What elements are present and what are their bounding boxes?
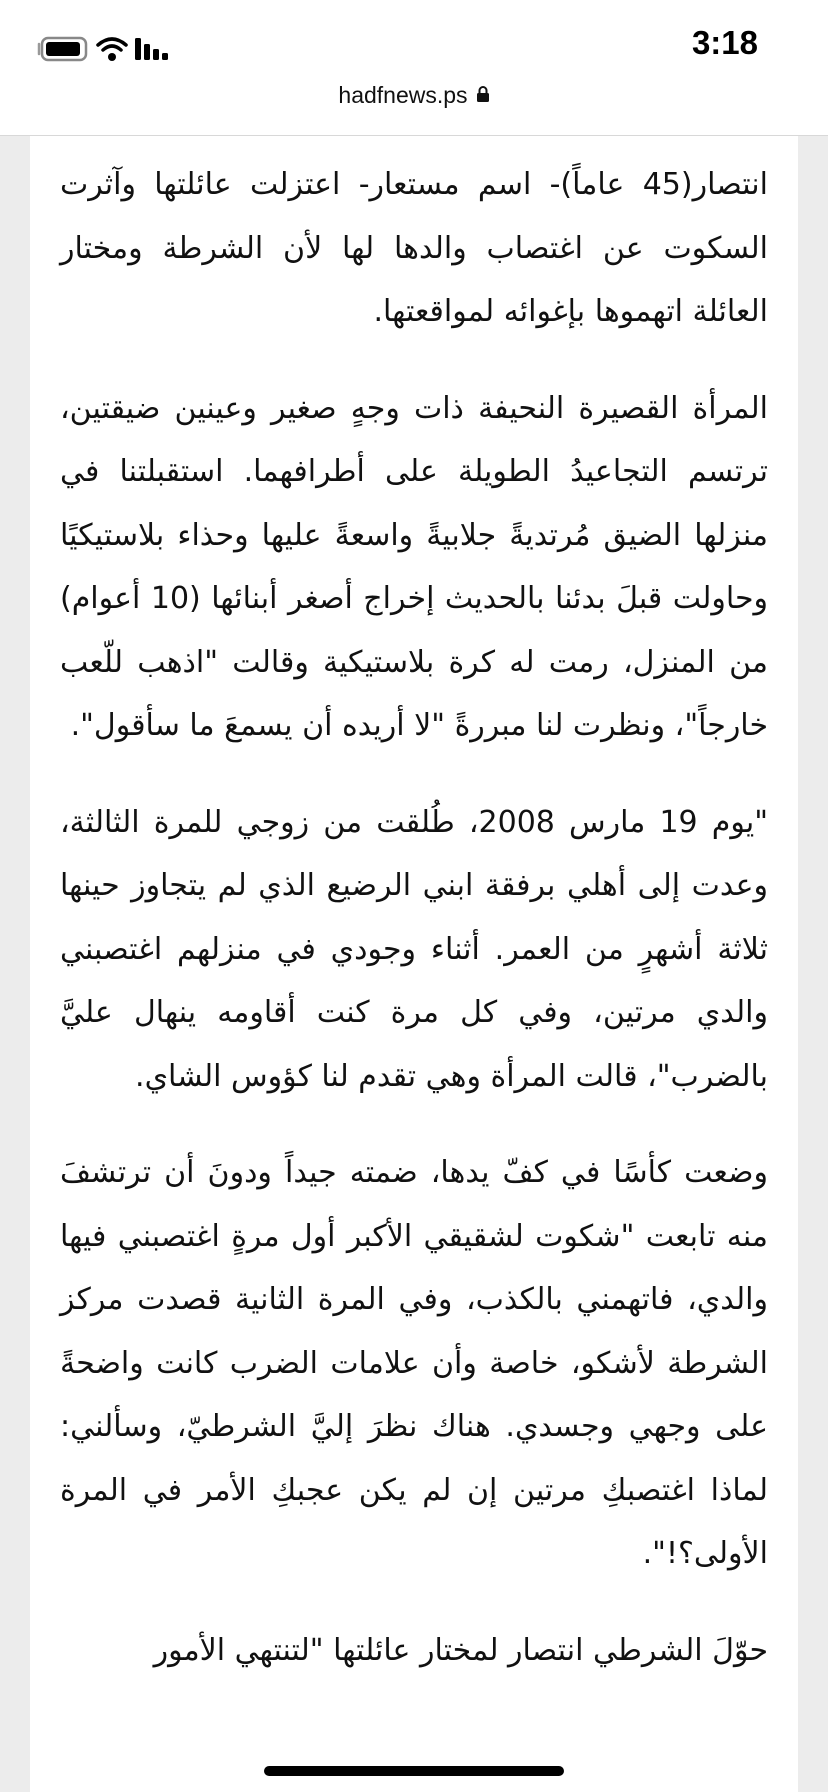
article-paragraph: وضعت كأسًا في كفّ يدها، ضمته جيداً ودونَ أن ترتشفَ منه تابعت "شكوت لشقيقي الأكبر أول مرةٍ اغتصبني فيها والدي، فاتهمني بالكذب، وفي المرة الثانية قصدت مركز الشرطة لأشكو، خاصة وأن علامات الضرب كانت واضحةً على وجهي وجسدي. هناك نظرَ إليَّ الشرطيّ، وسألني: لماذا اغتصبكِ مرتين إن لم يكن عجبكِ الأمر في المرة الأولى؟!". [60,1155,768,1571]
article-body [30,153,798,1682]
article-paragraph: انتصار(45 عاماً)- اسم مستعار- اعتزلت عائلتها وآثرت السكوت عن اغتصاب والدها لها لأن الشرطة ومختار العائلة اتهموها بإغوائه لمواقعتها. [60,167,768,329]
lock-icon [476,82,490,109]
cellular-signal-icon [134,36,170,66]
battery-icon [36,35,90,67]
status-icons [36,36,170,66]
article-container [30,136,798,1792]
status-time: 3:18 [691,24,758,61]
url-text[interactable]: hadfnews.ps [338,82,468,108]
article-paragraph: حوّلَ الشرطي انتصار لمختار عائلتها "لتنتهي الأمور [153,1632,768,1668]
status-bar [0,0,828,136]
article-paragraph: "يوم 19 مارس 2008، طُلقت من زوجي للمرة الثالثة، وعدت إلى أهلي برفقة ابني الرضيع الذي لم يتجاوز حينها ثلاثة أشهرٍ من العمر. أثناء وجودي في منزلهم اغتصبني والدي مرتين، وفي كل مرة كنت أقاومه ينهال عليَّ بالضرب"، قالت المرأة وهي تقدم لنا كؤوس الشاي. [60,804,768,1094]
url-bar[interactable] [0,82,828,109]
article-paragraph: المرأة القصيرة النحيفة ذات وجهٍ صغير وعينين ضيقتين، ترتسم التجاعيدُ الطويلة على أطرافهما. استقبلتنا في منزلها الضيق مُرتديةً جلابيةً واسعةً عليها وحذاء بلاستيكيًا وحاولت قبلَ بدئنا بالحديث إخراج أصغر أبنائها (10 أعوام) من المنزل، رمت له كرة بلاستيكية وقالت "اذهب للّعب خارجاً"، ونظرت لنا مبررةً "لا أريده أن يسمعَ ما سأقول". [60,390,768,743]
wifi-icon [96,36,128,66]
home-indicator[interactable] [264,1766,564,1776]
